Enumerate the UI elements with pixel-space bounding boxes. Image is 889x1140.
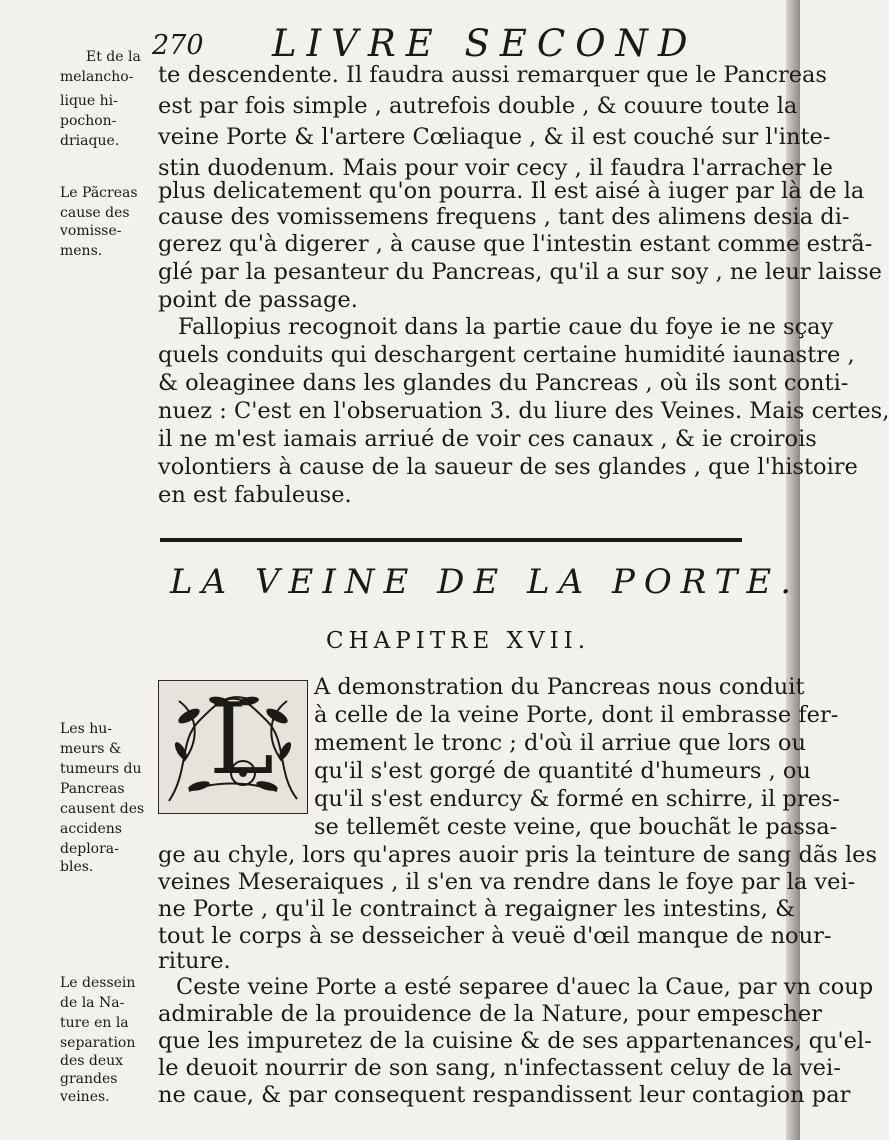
body-line: admirable de la prouidence de la Nature, pour empescher xyxy=(158,1001,822,1027)
body-line: le deuoit nourrir de son sang, n'infectassent celuy de la vei- xyxy=(158,1055,841,1081)
margin-note-line: Le dessein xyxy=(60,975,136,991)
margin-note-line: lique hi- xyxy=(60,93,118,109)
margin-note-line: bles. xyxy=(60,859,94,875)
body-line: à celle de la veine Porte, dont il embrasse fer- xyxy=(314,702,839,728)
body-line: stin duodenum. Mais pour voir cecy , il faudra l'arracher le xyxy=(158,155,833,181)
margin-note-line: des deux xyxy=(60,1053,124,1069)
body-line: qu'il s'est gorgé de quantité d'humeurs , ou xyxy=(314,758,811,784)
margin-note-line: veines. xyxy=(60,1089,110,1105)
body-line: veines Meseraiques , il s'en va rendre dans le foye par la vei- xyxy=(158,869,856,895)
body-line: riture. xyxy=(158,948,231,974)
ornamental-initial xyxy=(158,680,308,814)
margin-note-line: accidens xyxy=(60,821,122,837)
margin-note-line: de la Na- xyxy=(60,995,125,1011)
body-line: que les impuretez de la cuisine & de ses appartenances, qu'el- xyxy=(158,1028,872,1054)
body-line: ge au chyle, lors qu'apres auoir pris la teinture de sang dãs les xyxy=(158,842,878,868)
margin-note-line: meurs & xyxy=(60,741,122,757)
margin-note-line: Le Pãcreas xyxy=(60,185,138,201)
body-line: nuez : C'est en l'obseruation 3. du liure des Veines. Mais certes, xyxy=(158,398,889,424)
body-line: qu'il s'est endurcy & formé en schirre, il pres- xyxy=(314,786,841,812)
margin-note-line: vomisse- xyxy=(60,223,122,239)
body-line: ne Porte , qu'il le contrainct à regaigner les intestins, & xyxy=(158,896,796,922)
page-number: 270 xyxy=(152,30,204,61)
body-line: en est fabuleuse. xyxy=(158,482,352,508)
margin-note-line: mens. xyxy=(60,243,103,259)
body-line: glé par la pesanteur du Pancreas, qu'il a sur soy , ne leur laisse xyxy=(158,259,882,285)
margin-note-line: Et de la xyxy=(86,49,141,65)
body-line: & oleaginee dans les glandes du Pancreas , où ils sont conti- xyxy=(158,370,849,396)
chapter-title: CHAPITRE XVII. xyxy=(326,628,591,654)
margin-note-line: Pancreas xyxy=(60,781,125,797)
body-line: te descendente. Il faudra aussi remarquer que le Pancreas xyxy=(158,62,827,88)
body-line: Ceste veine Porte a esté separee d'auec la Caue, par vn coup xyxy=(176,974,874,1000)
margin-note-line: pochon- xyxy=(60,113,117,129)
body-line: il ne m'est iamais arriué de voir ces canaux , & ie croirois xyxy=(158,426,817,452)
body-line: volontiers à cause de la saueur de ses glandes , que l'histoire xyxy=(158,454,858,480)
margin-note-line: separation xyxy=(60,1035,136,1051)
body-line: tout le corps à se desseicher à veuë d'œil manque de nour- xyxy=(158,923,832,949)
body-line: quels conduits qui deschargent certaine humidité iaunastre , xyxy=(158,342,855,368)
margin-note-line: tumeurs du xyxy=(60,761,142,777)
body-line: mement le tronc ; d'où il arriue que lors ou xyxy=(314,730,806,756)
margin-note-line: melancho- xyxy=(60,69,134,85)
margin-note-line: ture en la xyxy=(60,1015,129,1031)
body-line: plus delicatement qu'on pourra. Il est aisé à iuger par là de la xyxy=(158,178,865,204)
body-line: cause des vomissemens frequens , tant des alimens desia di- xyxy=(158,204,850,230)
margin-note-line: Les hu- xyxy=(60,721,112,737)
body-line: se tellemẽt ceste veine, que bouchãt le passa- xyxy=(314,814,838,840)
margin-note-line: grandes xyxy=(60,1071,118,1087)
body-line: veine Porte & l'artere Cœliaque , & il est couché sur l'inte- xyxy=(158,124,831,150)
section-rule xyxy=(160,538,742,542)
dropcap-letter: L xyxy=(209,683,275,797)
margin-note-line: cause des xyxy=(60,205,130,221)
section-title: LA VEINE DE LA PORTE. xyxy=(170,562,801,602)
body-line: Fallopius recognoit dans la partie caue du foye ie ne sçay xyxy=(178,314,834,340)
margin-note-line: deplora- xyxy=(60,841,119,857)
body-line: ne caue, & par consequent respandissent leur contagion par xyxy=(158,1082,851,1108)
running-title: LIVRE SECOND xyxy=(272,22,698,65)
body-line: gerez qu'à digerer , à cause que l'intestin estant comme estrã- xyxy=(158,231,873,257)
body-line: est par fois simple , autrefois double , & couure toute la xyxy=(158,93,798,119)
margin-note-line: causent des xyxy=(60,801,145,817)
body-line: A demonstration du Pancreas nous conduit xyxy=(314,674,805,700)
margin-note-line: driaque. xyxy=(60,133,120,149)
body-line: point de passage. xyxy=(158,287,358,313)
